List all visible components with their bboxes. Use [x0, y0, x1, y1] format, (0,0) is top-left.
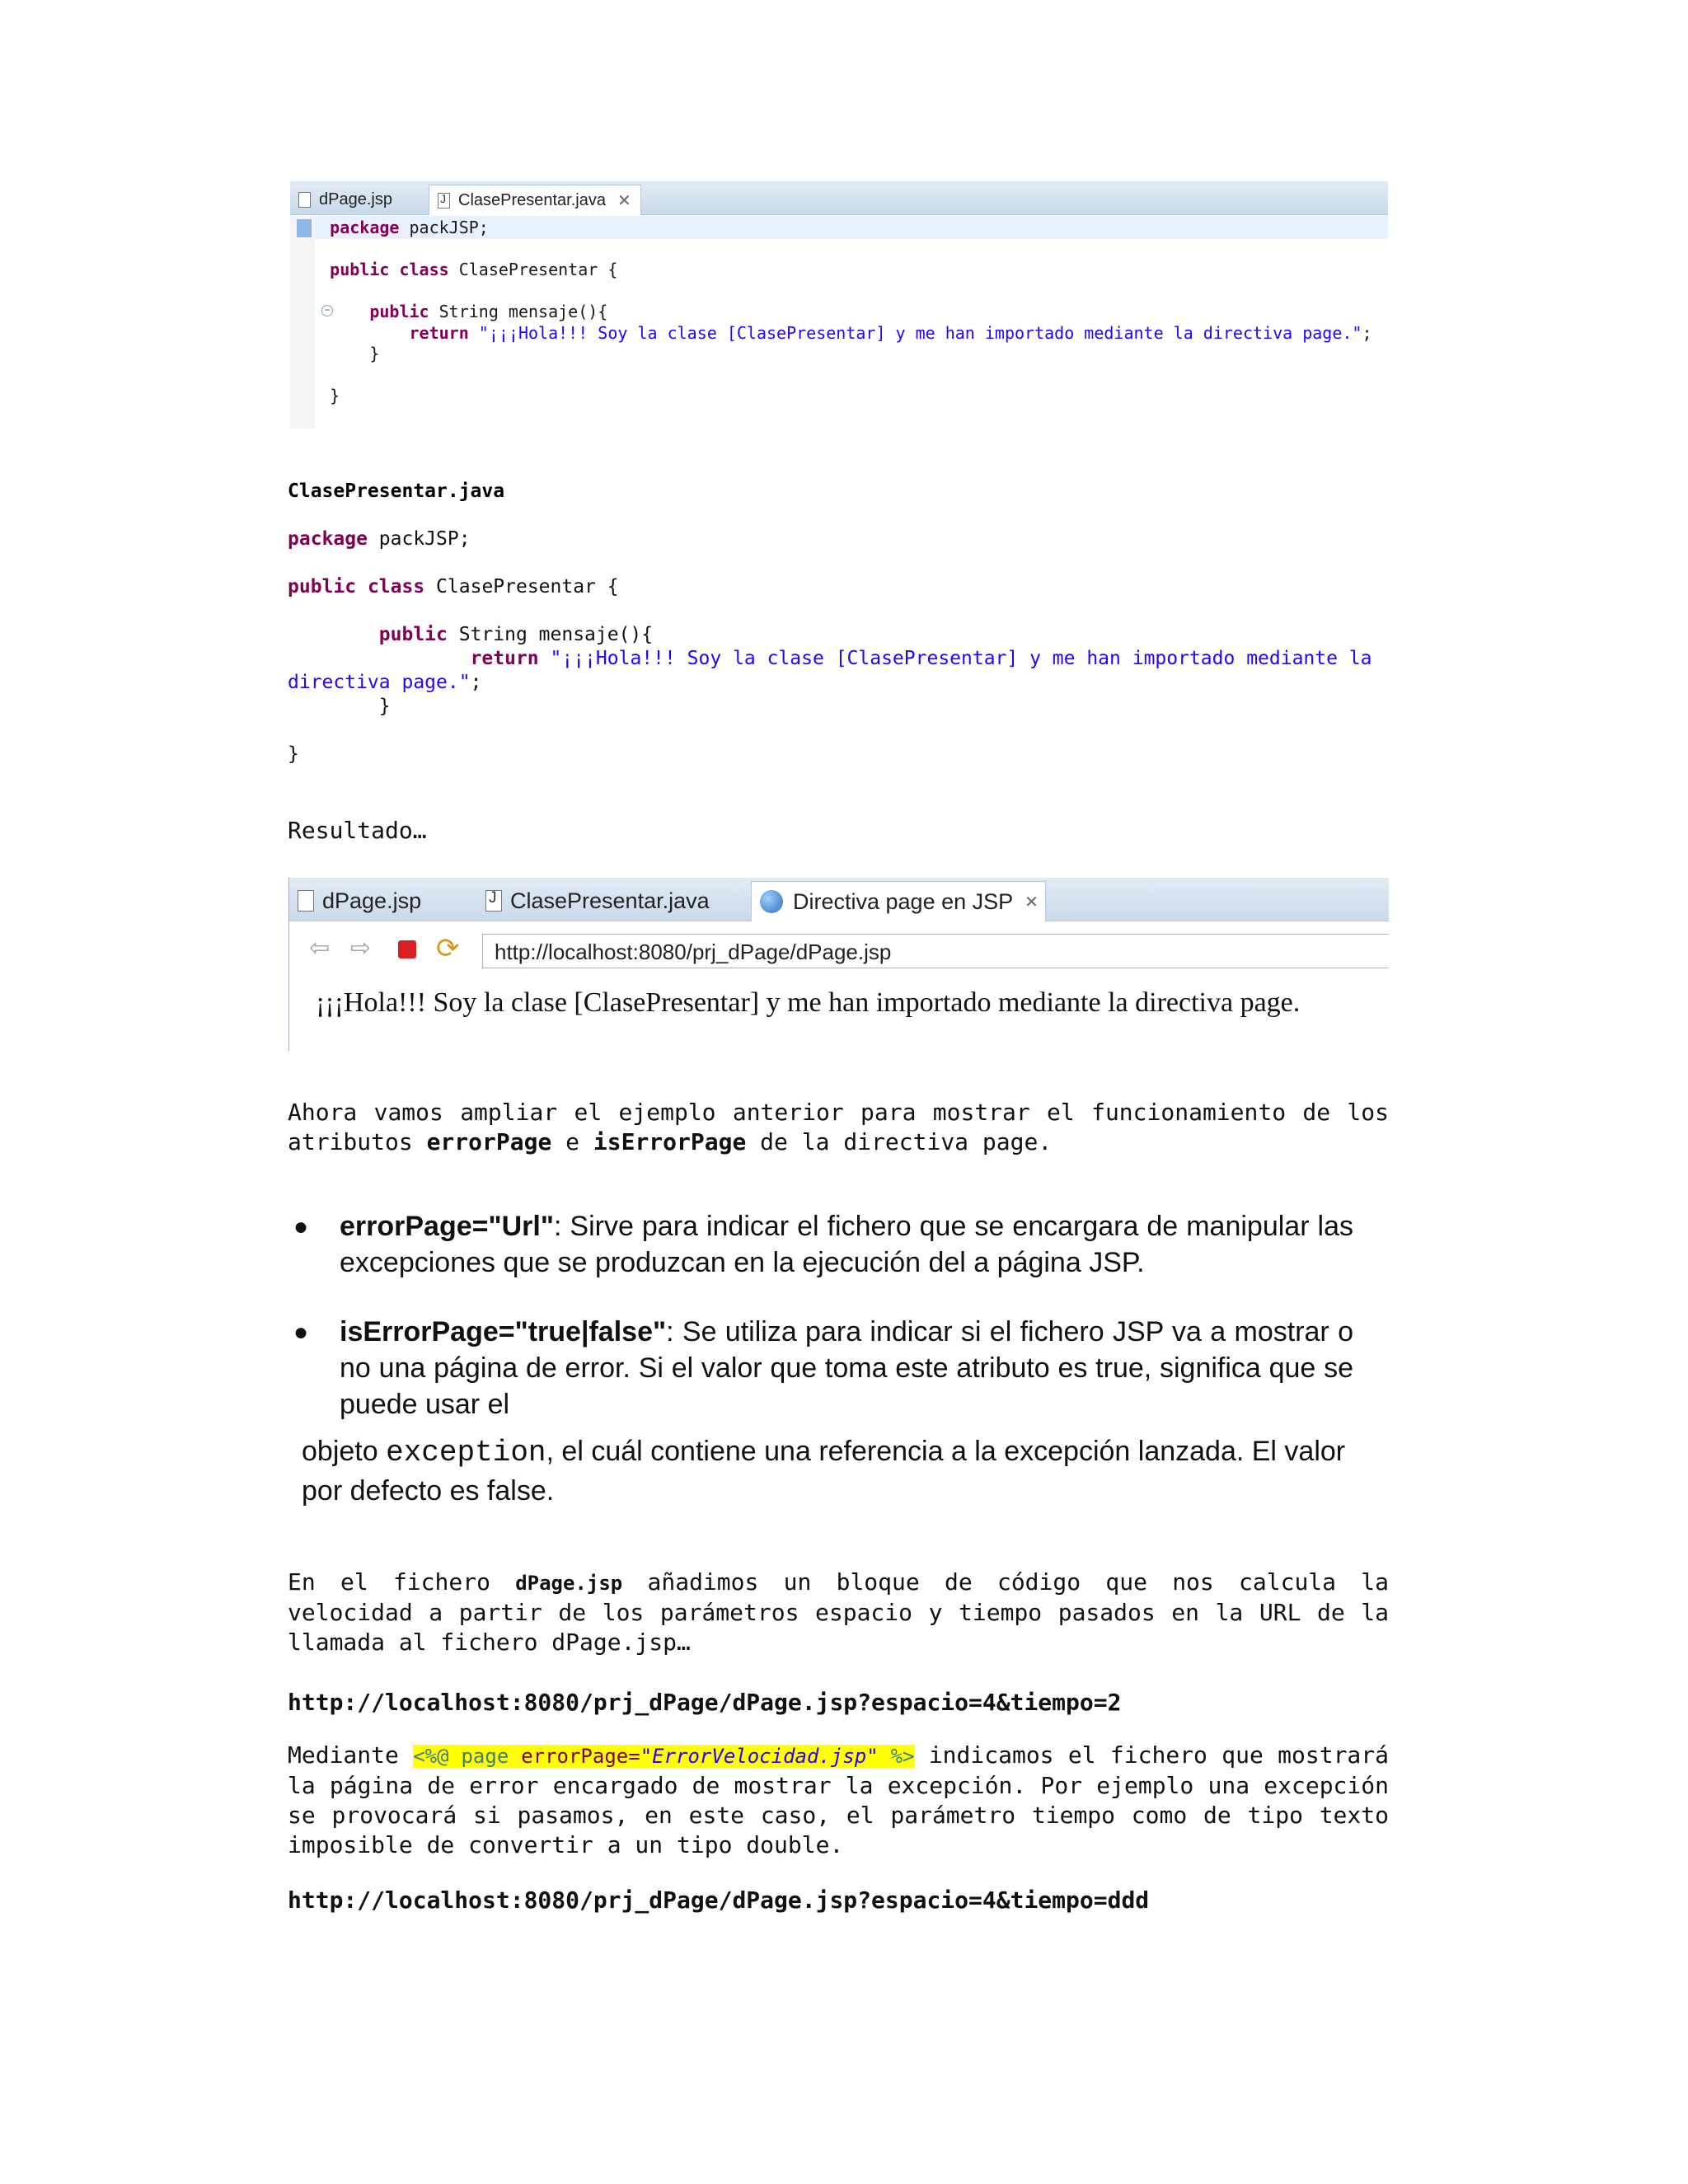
bullet-item-errorpage [340, 1208, 1353, 1281]
directive-attr: errorPage= [521, 1745, 640, 1768]
code-text: ClasePresentar { [448, 260, 618, 279]
close-icon[interactable]: ✕ [1025, 893, 1039, 912]
tab-label: Directiva page en JSP [793, 888, 1014, 914]
globe-icon [760, 890, 783, 913]
code-text: ; [470, 672, 482, 693]
fold-icon[interactable]: − [321, 305, 333, 316]
document-code-listing [288, 480, 1372, 766]
url-bar[interactable]: http://localhost:8080/prj_dPage/dPage.jsp [482, 934, 1389, 968]
keyword: public [330, 260, 390, 279]
refresh-icon[interactable]: ⟳ [436, 932, 460, 965]
text: objeto [302, 1436, 387, 1467]
paragraph-attributes-intro [288, 1098, 1389, 1157]
text: indicamos el fichero que mostrará la página de error encargado de mostrar la excepción. Por ejemplo una excepción se provocará si pasamos, en este caso, el parámetro tiempo como de tipo texto imposible de convertir a un tipo double. [288, 1741, 1389, 1858]
bullet-term: errorPage="Url" [340, 1211, 554, 1242]
code-text: packJSP; [399, 218, 489, 237]
file-icon [298, 890, 314, 912]
text: , el cuál contiene una referencia a la excepción lanzada. El valor por defecto es false. [302, 1436, 1346, 1507]
code-text: ; [1362, 322, 1372, 343]
tab-dpage-jsp[interactable] [290, 185, 422, 214]
bullet-term: isErrorPage="true|false" [340, 1316, 667, 1347]
directive-value: "ErrorVelocidad.jsp" [640, 1745, 879, 1768]
browser-tab-bar [289, 878, 1389, 921]
keyword: public [369, 302, 429, 321]
tab-clasepresentar-java[interactable] [477, 881, 749, 921]
text: e [551, 1128, 593, 1155]
forward-icon[interactable]: ⇨ [350, 934, 372, 963]
text: Ahora vamos ampliar el ejemplo anterior para mostrar el funcionamiento de los atributos [288, 1099, 1389, 1155]
code-text: String mensaje(){ [447, 624, 654, 645]
code-text: packJSP; [367, 528, 471, 550]
bullet-text: : Se utiliza para indicar si el fichero JSP va a mostrar o no una página de error. Si el valor que toma este atributo es true, significa que se puede usar el [340, 1316, 1353, 1420]
keyword: public [288, 576, 357, 598]
code-text: ClasePresentar { [424, 576, 619, 598]
file-icon [298, 192, 311, 208]
string-literal: directiva page." [288, 672, 471, 693]
directive-close: %> [878, 1745, 915, 1768]
java-file-icon [438, 193, 450, 209]
bullet-continuation [302, 1432, 1365, 1510]
code-text: String mensaje(){ [429, 302, 608, 321]
keyword: class [367, 576, 425, 598]
paragraph-errorpage-explain [288, 1741, 1389, 1860]
file-name: dPage.jsp [515, 1572, 623, 1595]
highlighted-directive [413, 1745, 914, 1768]
editor-tab-bar [290, 181, 1388, 215]
keyword: class [399, 260, 449, 279]
keyword: public [378, 624, 448, 645]
tab-label: ClasePresentar.java [458, 190, 606, 209]
editor-screenshot [290, 181, 1388, 429]
tab-dpage-jsp[interactable] [289, 881, 471, 921]
bullet-icon: ● [293, 1319, 309, 1346]
text: añadimos un bloque de código que nos calcula la velocidad a partir de los parámetros espacio y tiempo pasados en la URL de la llamada al fichero dPage.jsp… [288, 1568, 1389, 1656]
bullet-text: : Sirve para indicar el fichero que se encargara de manipular las excepciones que se produzcan en la ejecución del a página JSP. [340, 1211, 1353, 1278]
resultado-label: Resultado… [288, 817, 427, 844]
string-literal: "¡¡¡Hola!!! Soy la clase [ClasePresentar] y me han importado mediante la [550, 648, 1372, 669]
browser-screenshot [288, 878, 1389, 1051]
url-example-error: http://localhost:8080/prj_dPage/dPage.jsp?espacio=4&tiempo=ddd [288, 1886, 1150, 1914]
keyword: return [470, 648, 539, 669]
tab-label: ClasePresentar.java [510, 888, 710, 913]
java-file-icon [485, 890, 502, 912]
paragraph-dpage-intro [288, 1568, 1389, 1657]
keyword: return [409, 322, 469, 343]
attr-name: isErrorPage [593, 1128, 747, 1155]
text: En el fichero [288, 1568, 516, 1596]
keyword: package [330, 218, 400, 237]
bullet-item-iserrorpage [340, 1314, 1353, 1422]
attr-name: errorPage [426, 1128, 552, 1155]
code-text: } [330, 386, 340, 405]
text: Mediante [288, 1741, 414, 1769]
code-text: } [378, 696, 391, 717]
back-icon[interactable]: ⇦ [309, 934, 331, 963]
keyword: package [288, 528, 368, 550]
page-content: ¡¡¡Hola!!! Soy la clase [ClasePresentar] y me han importado mediante la directiva page. [316, 987, 1301, 1018]
tab-label: dPage.jsp [319, 190, 392, 209]
tab-label: dPage.jsp [322, 888, 422, 913]
close-icon[interactable]: ✕ [617, 191, 631, 210]
bullet-icon: ● [293, 1213, 309, 1240]
code-word: exception [386, 1436, 546, 1469]
url-example-valid: http://localhost:8080/prj_dPage/dPage.jsp?espacio=4&tiempo=2 [288, 1689, 1122, 1716]
tab-directiva-page[interactable] [751, 881, 1046, 921]
editor-code[interactable] [290, 218, 1372, 407]
code-text: } [369, 344, 380, 363]
code-text: } [288, 743, 299, 765]
string-literal: "¡¡¡Hola!!! Soy la clase [ClasePresentar] y me han importado mediante la directiva page." [478, 322, 1362, 343]
tab-clasepresentar-java[interactable] [429, 185, 641, 215]
code-filename: ClasePresentar.java [288, 480, 505, 502]
text: de la directiva page. [746, 1128, 1053, 1155]
directive-open: <%@ [413, 1745, 449, 1768]
stop-icon[interactable] [398, 940, 416, 958]
directive-page: page [448, 1745, 522, 1768]
